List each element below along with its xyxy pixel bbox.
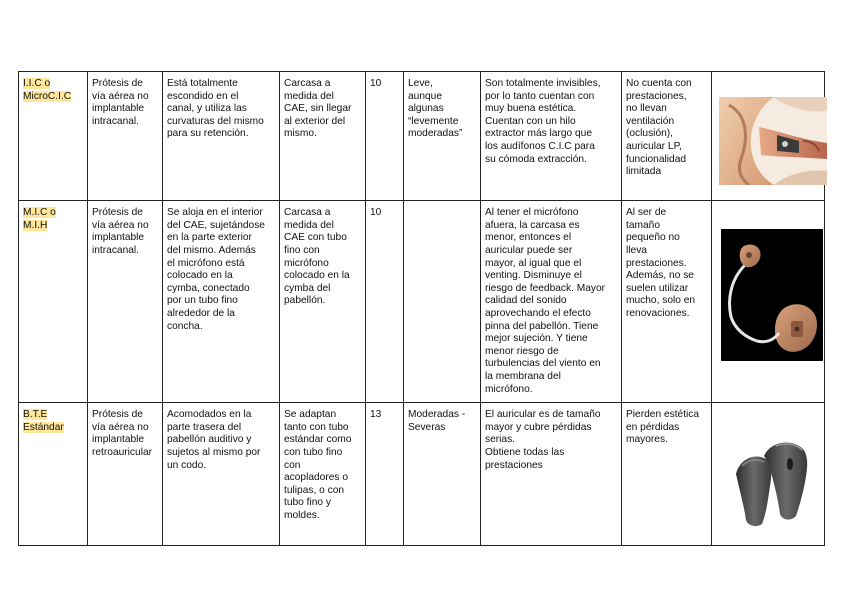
image-cell	[712, 72, 825, 201]
number-cell: 13	[366, 403, 404, 546]
hearing-aid-comparison-table	[18, 71, 825, 546]
prosthesis-cell: Prótesis de vía aérea no implantable intracanal.	[88, 201, 163, 403]
placement-cell: Acomodados en la parte trasera del pabellón auditivo y sujetos al mismo por un codo.	[163, 403, 280, 546]
bte-hearing-aid-photo-icon	[726, 434, 816, 530]
table-row	[19, 403, 825, 546]
advantages-cell: Son totalmente invisibles, por lo tanto cuentan con muy buena estética. Cuentan con un hilo extractor más largo que los audífonos C.I.C para su cómoda extracción.	[481, 72, 622, 201]
shell-cell: Carcasa a medida del CAE con tubo fino con micrófono colocado en la cymba del pabellón.	[280, 201, 366, 403]
shell-cell: Se adaptan tanto con tubo estándar como con tubo fino con acopladores o tulipas, o con tubo fino y moldes.	[280, 403, 366, 546]
number-cell: 10	[366, 72, 404, 201]
disadvantages-cell: Al ser de tamaño pequeño no lleva prestaciones. Además, no se suelen utilizar mucho, solo en renovaciones.	[622, 201, 712, 403]
prosthesis-cell: Prótesis de vía aérea no implantable intracanal.	[88, 72, 163, 201]
number-cell: 10	[366, 201, 404, 403]
prosthesis-cell: Prótesis de vía aérea no implantable retroauricular	[88, 403, 163, 546]
table-row	[19, 72, 825, 201]
image-cell	[712, 403, 825, 546]
shell-cell: Carcasa a medida del CAE, sin llegar al exterior del mismo.	[280, 72, 366, 201]
placement-cell: Se aloja en el interior del CAE, sujetándose en la parte exterior del mismo. Además el micrófono está colocado en la cymba, conectado por un tubo fino alrededor de la concha.	[163, 201, 280, 403]
placement-cell: Está totalmente escondido en el canal, y utiliza las curvaturas del mismo para su retención.	[163, 72, 280, 201]
image-cell	[712, 201, 825, 403]
disadvantages-cell: Pierden estética en pérdidas mayores.	[622, 403, 712, 546]
mic-hearing-aid-photo-icon	[721, 229, 823, 361]
type-label: I.I.C o MicroC.I.C	[23, 78, 72, 102]
type-label: M.I.C o M.I.H	[23, 207, 56, 231]
type-label: B.T.E Estándar	[23, 409, 64, 433]
advantages-cell: El auricular es de tamaño mayor y cubre pérdidas serias. Obtiene todas las prestaciones	[481, 403, 622, 546]
type-cell	[19, 72, 88, 201]
advantages-cell: Al tener el micrófono afuera, la carcasa es menor, entonces el auricular puede ser mayor, al igual que el venting. Disminuye el riesgo de feedback. Mayor calidad del sonido aprovechando el efecto pinna del pabellón. Tiene mejor sujeción. Y tiene menor riesgo de turbulencias del viento en la membrana del micrófono.	[481, 201, 622, 403]
table-row	[19, 201, 825, 403]
type-cell	[19, 403, 88, 546]
type-cell	[19, 201, 88, 403]
in-canal-hearing-aid-illustration-icon	[719, 97, 827, 185]
hearing-loss-cell: Moderadas - Severas	[404, 403, 481, 546]
hearing-loss-cell: Leve, aunque algunas “levemente moderadas”	[404, 72, 481, 201]
disadvantages-cell: No cuenta con prestaciones, no llevan ventilación (oclusión), auricular LP, funcionalidad limitada	[622, 72, 712, 201]
hearing-loss-cell	[404, 201, 481, 403]
